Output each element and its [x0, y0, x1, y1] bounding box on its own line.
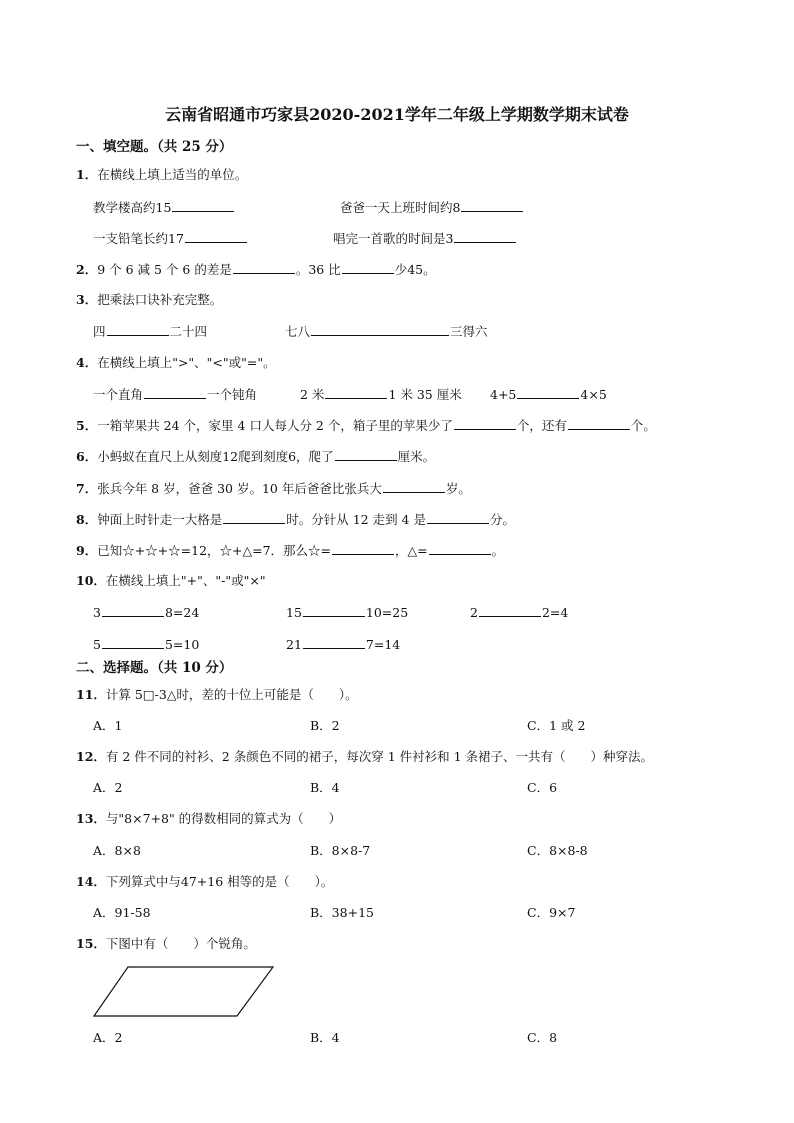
- q3-item-a: [93, 323, 207, 340]
- answer-blank[interactable]: [223, 511, 285, 524]
- question-text: 9 个 6 减 5 个 6 的差是: [97, 262, 232, 277]
- answer-blank[interactable]: [429, 542, 491, 555]
- question-text: 岁。: [445, 481, 471, 496]
- answer-blank[interactable]: [172, 199, 234, 212]
- question-number: 13．: [76, 811, 106, 826]
- item-text: 三得六: [450, 324, 488, 339]
- question-text: 在横线上填上适当的单位。: [97, 167, 248, 182]
- question-text: 把乘法口诀补充完整。: [97, 292, 223, 307]
- q1-item-a: [93, 199, 235, 216]
- answer-blank[interactable]: [107, 323, 169, 336]
- option-c[interactable]: C．9×7: [527, 905, 576, 920]
- question-4: [76, 355, 276, 371]
- item-text: 七八: [285, 324, 311, 339]
- question-number: 6．: [76, 449, 98, 464]
- option-c[interactable]: C．6: [527, 780, 558, 795]
- question-text: 少45。: [394, 262, 436, 277]
- q4-item-c: [490, 386, 607, 403]
- q1-item-b: [340, 199, 524, 216]
- question-8: [76, 511, 515, 528]
- answer-blank[interactable]: [335, 448, 397, 461]
- item-text: 2=4: [541, 605, 569, 620]
- option-a[interactable]: A．2: [93, 780, 123, 795]
- question-text: 下图中有（ ）个锐角。: [105, 936, 256, 951]
- answer-blank[interactable]: [325, 386, 387, 399]
- question-text: 有 2 件不同的衬衫、2 条颜色不同的裙子，每次穿 1 件衬衫和 1 条裙子、一共有（ ）种穿法。: [105, 749, 654, 764]
- question-text: 个。: [630, 418, 656, 433]
- question-2: [76, 261, 436, 278]
- item-text: 2 米: [300, 387, 325, 402]
- q10-item-d: [93, 636, 199, 653]
- question-text: 已知☆+☆+☆=12，☆+△=7．那么☆=: [97, 543, 332, 558]
- question-text: 。36 比: [295, 262, 341, 277]
- item-text: 7=14: [365, 637, 401, 652]
- option-b[interactable]: B．8×8-7: [310, 843, 371, 858]
- question-7: [76, 480, 471, 497]
- option-c[interactable]: C．8: [527, 1030, 558, 1045]
- answer-blank[interactable]: [102, 636, 164, 649]
- answer-blank[interactable]: [185, 230, 247, 243]
- question-text: ，△=: [395, 543, 428, 558]
- item-text: 2: [470, 605, 478, 620]
- item-text: 教学楼高约15: [93, 200, 172, 215]
- question-6: [76, 448, 435, 465]
- q1-item-d: [333, 230, 517, 247]
- question-3: [76, 292, 222, 308]
- question-number: 7．: [76, 481, 98, 496]
- q10-item-c: [470, 604, 568, 621]
- page-title: 云南省昭通市巧家县2020-2021学年二年级上学期数学期末试卷: [165, 105, 629, 124]
- item-text: 四: [93, 324, 106, 339]
- question-number: 11．: [76, 687, 106, 702]
- option-b[interactable]: B．2: [310, 718, 340, 733]
- item-text: 4+5: [490, 387, 517, 402]
- question-10: [76, 573, 266, 589]
- item-text: 一支铅笔长约17: [93, 231, 184, 246]
- answer-blank[interactable]: [311, 323, 449, 336]
- item-text: 4×5: [580, 387, 607, 402]
- answer-blank[interactable]: [303, 636, 365, 649]
- item-text: 二十四: [169, 324, 208, 339]
- section-heading-fill-in: 一、填空题。（共 25 分）: [76, 139, 233, 155]
- item-text: 唱完一首歌的时间是3: [333, 231, 454, 246]
- answer-blank[interactable]: [144, 386, 206, 399]
- item-text: 一个钝角: [207, 387, 258, 402]
- question-text: 厘米。: [397, 449, 436, 464]
- answer-blank[interactable]: [383, 480, 445, 493]
- q10-item-b: [286, 604, 408, 621]
- question-number: 2．: [76, 262, 98, 277]
- q4-item-b: [300, 386, 462, 403]
- section-heading-multiple-choice: 二、选择题。（共 10 分）: [76, 660, 233, 676]
- question-number: 10．: [76, 573, 106, 588]
- question-11: [76, 687, 358, 703]
- question-5: [76, 417, 656, 434]
- question-1: [76, 167, 247, 183]
- answer-blank[interactable]: [427, 511, 489, 524]
- question-text: 。: [491, 543, 505, 558]
- option-a[interactable]: A．2: [93, 1030, 123, 1045]
- question-text: 在横线上填上"+"、"-"或"×": [105, 573, 266, 588]
- q4-item-a: [93, 386, 257, 403]
- parallelogram-shape: [94, 967, 273, 1016]
- option-c[interactable]: C．8×8-8: [527, 843, 588, 858]
- question-number: 14．: [76, 874, 106, 889]
- question-text: 时。分针从 12 走到 4 是: [286, 512, 426, 527]
- option-b[interactable]: B．4: [310, 780, 340, 795]
- question-13: [76, 811, 341, 827]
- answer-blank[interactable]: [303, 604, 365, 617]
- item-text: 爸爸一天上班时间约8: [340, 200, 461, 215]
- item-text: 10=25: [365, 605, 409, 620]
- question-text: 张兵今年 8 岁，爸爸 30 岁。10 年后爸爸比张兵大: [97, 481, 382, 496]
- question-text: 与"8×7+8" 的得数相同的算式为（ ）: [105, 811, 342, 826]
- answer-blank[interactable]: [332, 542, 394, 555]
- question-number: 9．: [76, 543, 98, 558]
- answer-blank[interactable]: [102, 604, 164, 617]
- question-text: 计算 5□-3△时，差的十位上可能是（ ）。: [105, 687, 358, 702]
- option-b[interactable]: B．4: [310, 1030, 340, 1045]
- answer-blank[interactable]: [568, 417, 630, 430]
- answer-blank[interactable]: [479, 604, 541, 617]
- question-number: 8．: [76, 512, 98, 527]
- item-text: 15: [286, 605, 302, 620]
- answer-blank[interactable]: [454, 417, 516, 430]
- option-b[interactable]: B．38+15: [310, 905, 374, 920]
- question-number: 4．: [76, 355, 98, 370]
- option-a[interactable]: A．91-58: [93, 905, 151, 920]
- item-text: 一个直角: [93, 387, 144, 402]
- question-14: [76, 874, 333, 890]
- question-9: [76, 542, 504, 559]
- question-text: 个，还有: [516, 418, 567, 433]
- question-number: 5．: [76, 418, 98, 433]
- answer-blank[interactable]: [342, 261, 394, 274]
- answer-blank[interactable]: [454, 230, 516, 243]
- q10-item-a: [93, 604, 199, 621]
- item-text: 5=10: [164, 637, 200, 652]
- question-number: 1．: [76, 167, 98, 182]
- question-12: [76, 749, 653, 765]
- answer-blank[interactable]: [233, 261, 295, 274]
- q10-item-e: [286, 636, 400, 653]
- option-c[interactable]: C．1 或 2: [527, 718, 586, 733]
- question-text: 下列算式中与47+16 相等的是（ ）。: [105, 874, 334, 889]
- q1-item-c: [93, 230, 248, 247]
- question-number: 15．: [76, 936, 106, 951]
- question-number: 12．: [76, 749, 106, 764]
- item-text: 21: [286, 637, 302, 652]
- question-text: 一箱苹果共 24 个，家里 4 口人每人分 2 个，箱子里的苹果少了: [97, 418, 453, 433]
- item-text: 1 米 35 厘米: [388, 387, 462, 402]
- question-text: 分。: [489, 512, 515, 527]
- q3-item-b: [285, 323, 488, 340]
- option-a[interactable]: A．1: [93, 718, 123, 733]
- item-text: 3: [93, 605, 101, 620]
- item-text: 8=24: [164, 605, 200, 620]
- question-number: 3．: [76, 292, 98, 307]
- answer-blank[interactable]: [517, 386, 579, 399]
- question-15: [76, 936, 256, 952]
- question-text: 钟面上时针走一大格是: [97, 512, 223, 527]
- question-text: 小蚂蚁在直尺上从刻度12爬到刻度6，爬了: [97, 449, 334, 464]
- question-text: 在横线上填上">"、"<"或"="。: [97, 355, 276, 370]
- parallelogram-figure: [90, 962, 280, 1022]
- answer-blank[interactable]: [461, 199, 523, 212]
- item-text: 5: [93, 637, 101, 652]
- option-a[interactable]: A．8×8: [93, 843, 141, 858]
